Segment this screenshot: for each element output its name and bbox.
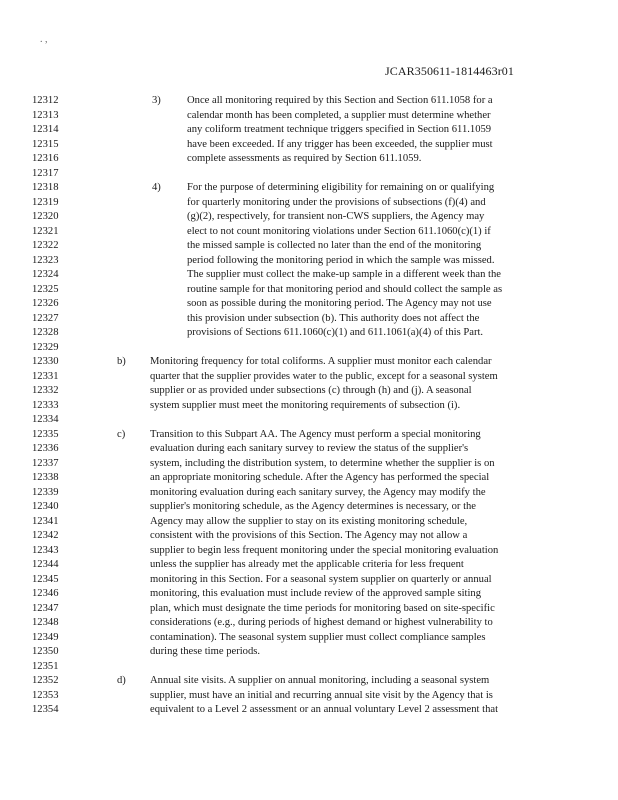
document-line bbox=[0, 384, 618, 398]
line-number: 12349 bbox=[32, 631, 59, 643]
line-text: evaluation during each sanitary survey to review the status of the supplier's bbox=[150, 443, 469, 454]
document-line bbox=[0, 703, 618, 717]
line-text: monitoring in this Section. For a seasonal system supplier on quarterly or annual bbox=[150, 573, 492, 585]
document-line bbox=[0, 602, 618, 616]
line-text: Monitoring frequency for total coliforms. A supplier must monitor each calendar bbox=[150, 356, 492, 367]
document-line bbox=[0, 616, 618, 630]
line-number: 12350 bbox=[32, 646, 59, 657]
line-text: system, including the distribution system, to determine whether the supplier is on bbox=[150, 457, 495, 469]
line-text: supplier, must have an initial and recurring annual site visit by the Agency that is bbox=[150, 689, 493, 701]
line-text: monitoring, this evaluation must include review of the approved sample siting bbox=[150, 588, 481, 599]
line-text: Agency may allow the supplier to stay on its existing monitoring schedule, bbox=[150, 515, 468, 527]
line-number: 12327 bbox=[32, 312, 59, 324]
document-line bbox=[0, 326, 618, 340]
document-line bbox=[0, 529, 618, 543]
line-number: 12324 bbox=[32, 269, 59, 280]
scan-marks: . , bbox=[40, 34, 48, 45]
line-number: 12340 bbox=[32, 501, 59, 512]
line-number: 12322 bbox=[32, 240, 59, 251]
line-text: monitoring evaluation during each sanitary survey, the Agency may modify the bbox=[150, 486, 486, 498]
line-text: supplier to begin less frequent monitoring under the special monitoring evaluation bbox=[150, 544, 499, 556]
document-line bbox=[0, 254, 618, 268]
line-text: Once all monitoring required by this Section and Section 611.1058 for a bbox=[187, 95, 493, 106]
line-text: equivalent to a Level 2 assessment or an annual voluntary Level 2 assessment that bbox=[150, 704, 499, 715]
document-line bbox=[0, 312, 618, 326]
document-line bbox=[0, 341, 618, 355]
line-number: 12333 bbox=[32, 399, 59, 411]
subsection-label: d) bbox=[117, 675, 126, 686]
document-line bbox=[0, 268, 618, 282]
line-number: 12326 bbox=[32, 298, 59, 309]
line-number: 12315 bbox=[32, 138, 59, 150]
document-line bbox=[0, 457, 618, 471]
line-text: considerations (e.g., during periods of highest demand or highest vulnerability to bbox=[150, 617, 493, 628]
document-line bbox=[0, 674, 618, 688]
line-number: 12341 bbox=[32, 515, 59, 527]
document-line bbox=[0, 167, 618, 181]
line-text: contamination). The seasonal system supplier must collect compliance samples bbox=[150, 631, 486, 643]
line-number: 12353 bbox=[32, 689, 59, 701]
document-line bbox=[0, 210, 618, 224]
subsection-label: 3) bbox=[152, 95, 161, 106]
line-number: 12346 bbox=[32, 588, 59, 599]
line-number: 12342 bbox=[32, 530, 59, 541]
document-line bbox=[0, 428, 618, 442]
line-number: 12321 bbox=[32, 225, 59, 237]
line-text: (g)(2), respectively, for transient non-CWS suppliers, the Agency may bbox=[187, 211, 485, 222]
document-line bbox=[0, 587, 618, 601]
document-line bbox=[0, 123, 618, 137]
line-number: 12338 bbox=[32, 472, 59, 483]
line-number: 12352 bbox=[32, 675, 59, 686]
line-number: 12339 bbox=[32, 486, 59, 498]
document-line bbox=[0, 225, 618, 239]
line-text: quarter that the supplier provides water to the public, except for a seasonal system bbox=[150, 370, 498, 382]
line-number: 12320 bbox=[32, 211, 59, 222]
line-text: during these time periods. bbox=[150, 646, 261, 657]
document-line bbox=[0, 515, 618, 529]
document-line bbox=[0, 355, 618, 369]
line-number: 12347 bbox=[32, 602, 59, 614]
line-text: period following the monitoring period in which the sample was missed. bbox=[187, 254, 495, 266]
document-line bbox=[0, 573, 618, 587]
line-number: 12334 bbox=[32, 414, 59, 425]
document-line bbox=[0, 660, 618, 674]
line-text: consistent with the provisions of this Section. The Agency may not allow a bbox=[150, 530, 468, 541]
document-line bbox=[0, 399, 618, 413]
line-text: an appropriate monitoring schedule. After the Agency has performed the special bbox=[150, 472, 490, 483]
line-text: plan, which must designate the time periods for monitoring based on site-specific bbox=[150, 602, 495, 614]
line-number: 12325 bbox=[32, 283, 59, 295]
line-text: calendar month has been completed, a supplier must determine whether bbox=[187, 109, 491, 121]
subsection-label: b) bbox=[117, 356, 126, 367]
document-line bbox=[0, 442, 618, 456]
line-text: any coliform treatment technique triggers specified in Section 611.1059 bbox=[187, 124, 492, 135]
document-line bbox=[0, 239, 618, 253]
line-number: 12323 bbox=[32, 254, 59, 266]
document-line bbox=[0, 486, 618, 500]
document-line bbox=[0, 558, 618, 572]
document-line bbox=[0, 152, 618, 166]
line-text: The supplier must collect the make-up sample in a different week than the bbox=[187, 269, 501, 280]
line-number: 12319 bbox=[32, 196, 59, 208]
line-text: routine sample for that monitoring period and should collect the sample as bbox=[187, 283, 503, 295]
line-text: For the purpose of determining eligibility for remaining on or qualifying bbox=[187, 182, 495, 193]
line-number: 12351 bbox=[32, 660, 59, 672]
line-number: 12328 bbox=[32, 327, 59, 338]
line-number: 12331 bbox=[32, 370, 59, 382]
document-line bbox=[0, 181, 618, 195]
line-text: have been exceeded. If any trigger has been exceeded, the supplier must bbox=[187, 138, 493, 150]
document-line bbox=[0, 138, 618, 152]
document-line bbox=[0, 500, 618, 514]
line-number: 12329 bbox=[32, 341, 59, 353]
document-line bbox=[0, 109, 618, 123]
line-text: for quarterly monitoring under the provisions of subsections (f)(4) and bbox=[187, 196, 486, 208]
line-text: complete assessments as required by Section 611.1059. bbox=[187, 153, 422, 164]
line-number: 12330 bbox=[32, 356, 59, 367]
document-line bbox=[0, 645, 618, 659]
document-line bbox=[0, 689, 618, 703]
line-number: 12314 bbox=[32, 124, 59, 135]
document-id: JCAR350611-1814463r01 bbox=[385, 64, 514, 78]
document-line bbox=[0, 283, 618, 297]
line-text: this provision under subsection (b). This authority does not affect the bbox=[187, 312, 480, 324]
document-line bbox=[0, 413, 618, 427]
line-text: unless the supplier has already met the applicable criteria for less frequent bbox=[150, 559, 464, 570]
document-line bbox=[0, 196, 618, 210]
line-text: Transition to this Subpart AA. The Agency must perform a special monitoring bbox=[150, 428, 481, 440]
line-text: soon as possible during the monitoring period. The Agency may not use bbox=[187, 298, 492, 309]
line-number: 12348 bbox=[32, 617, 59, 628]
line-number: 12317 bbox=[32, 167, 59, 179]
line-number: 12344 bbox=[32, 559, 59, 570]
line-text: elect to not count monitoring violations under Section 611.1060(c)(1) if bbox=[187, 225, 491, 237]
subsection-label: c) bbox=[117, 428, 126, 440]
line-number: 12318 bbox=[32, 182, 59, 193]
document-line bbox=[0, 631, 618, 645]
line-number: 12313 bbox=[32, 109, 59, 121]
line-number: 12354 bbox=[32, 704, 59, 715]
line-number: 12335 bbox=[32, 428, 59, 440]
line-number: 12312 bbox=[32, 95, 59, 106]
line-number: 12316 bbox=[32, 153, 59, 164]
line-text: supplier's monitoring schedule, as the Agency determines is necessary, or the bbox=[150, 501, 477, 512]
line-text: supplier or as provided under subsections (c) through (h) and (j). A seasonal bbox=[150, 385, 472, 396]
line-number: 12332 bbox=[32, 385, 59, 396]
document-line bbox=[0, 544, 618, 558]
line-text: the missed sample is collected no later than the end of the monitoring bbox=[187, 240, 482, 251]
subsection-label: 4) bbox=[152, 182, 161, 193]
line-number: 12345 bbox=[32, 573, 59, 585]
line-text: provisions of Sections 611.1060(c)(1) and 611.1061(a)(4) of this Part. bbox=[187, 327, 484, 338]
document-line bbox=[0, 297, 618, 311]
line-number: 12337 bbox=[32, 457, 59, 469]
document-line bbox=[0, 370, 618, 384]
line-text: system supplier must meet the monitoring requirements of subsection (i). bbox=[150, 399, 461, 411]
line-number: 12343 bbox=[32, 544, 59, 556]
document-line bbox=[0, 94, 618, 108]
document-line bbox=[0, 471, 618, 485]
line-number: 12336 bbox=[32, 443, 59, 454]
line-text: Annual site visits. A supplier on annual monitoring, including a seasonal system bbox=[150, 675, 490, 686]
